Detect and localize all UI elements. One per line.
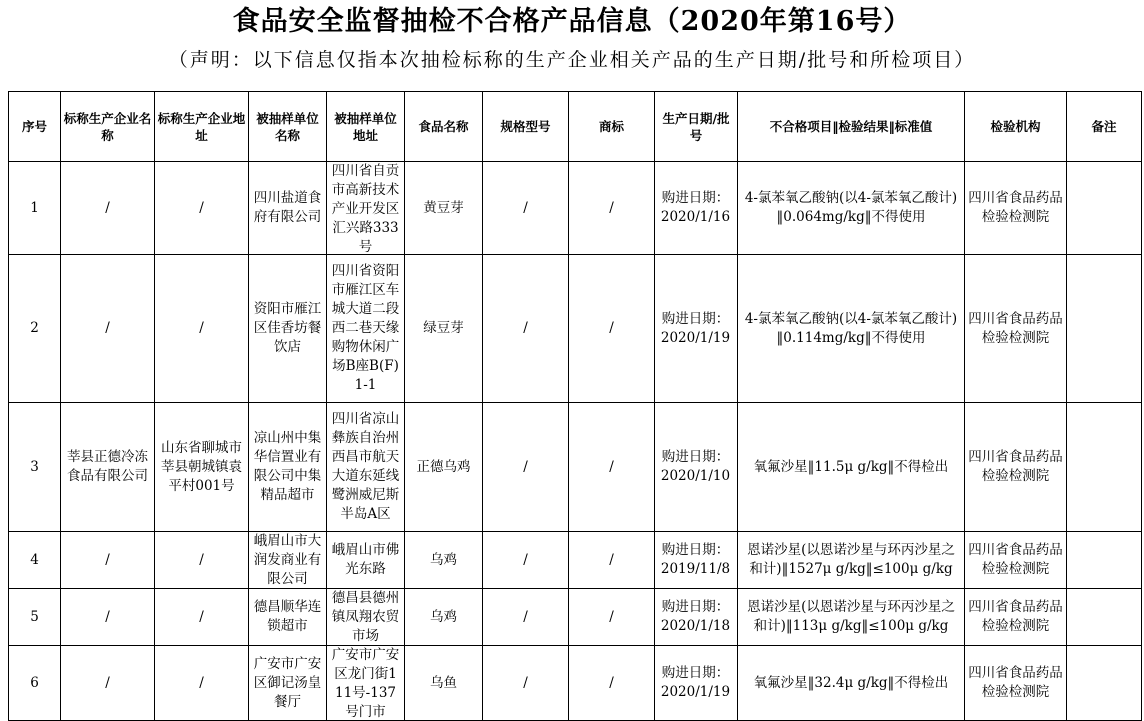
cell-note <box>1067 646 1142 721</box>
cell-sampled-unit: 四川盐道食府有限公司 <box>249 162 327 255</box>
cell-sampled-addr: 峨眉山市佛光东路 <box>327 532 405 589</box>
cell-brand: / <box>569 162 655 255</box>
cell-producer-addr: / <box>155 162 249 255</box>
cell-note <box>1067 162 1142 255</box>
cell-item: 氧氟沙星‖32.4μ g/kg‖不得检出 <box>738 646 965 721</box>
cell-date: 购进日期：2020/1/19 <box>655 255 738 403</box>
cell-sampled-unit: 峨眉山市大润发商业有限公司 <box>249 532 327 589</box>
cell-no: 2 <box>9 255 61 403</box>
cell-spec: / <box>483 646 569 721</box>
cell-producer-addr: 山东省聊城市莘县朝城镇袁平村001号 <box>155 403 249 532</box>
cell-spec: / <box>483 255 569 403</box>
header-note: 备注 <box>1067 92 1142 162</box>
cell-no: 5 <box>9 589 61 646</box>
header-brand: 商标 <box>569 92 655 162</box>
table-row <box>9 532 1142 589</box>
cell-lab: 四川省食品药品检验检测院 <box>965 162 1067 255</box>
table-row <box>9 162 1142 255</box>
cell-food: 黄豆芽 <box>405 162 483 255</box>
cell-brand: / <box>569 646 655 721</box>
cell-food: 正德乌鸡 <box>405 403 483 532</box>
cell-producer-addr: / <box>155 589 249 646</box>
cell-date: 购进日期：2020/1/10 <box>655 403 738 532</box>
cell-sampled-unit: 资阳市雁江区佳香坊餐饮店 <box>249 255 327 403</box>
cell-sampled-addr: 四川省资阳市雁江区车城大道二段西二巷天缘购物休闲广场B座B(F)1-1 <box>327 255 405 403</box>
table-header-row <box>9 92 1142 162</box>
cell-spec: / <box>483 403 569 532</box>
header-no: 序号 <box>9 92 61 162</box>
cell-no: 3 <box>9 403 61 532</box>
cell-spec: / <box>483 162 569 255</box>
table-row <box>9 589 1142 646</box>
cell-brand: / <box>569 403 655 532</box>
cell-spec: / <box>483 532 569 589</box>
cell-lab: 四川省食品药品检验检测院 <box>965 646 1067 721</box>
cell-item: 恩诺沙星(以恩诺沙星与环丙沙星之和计)‖1527μ g/kg‖≤100μ g/kg <box>738 532 965 589</box>
cell-producer-addr: / <box>155 532 249 589</box>
cell-note <box>1067 255 1142 403</box>
cell-producer-addr: / <box>155 255 249 403</box>
header-date: 生产日期/批号 <box>655 92 738 162</box>
header-producer-addr: 标称生产企业地址 <box>155 92 249 162</box>
cell-note <box>1067 589 1142 646</box>
cell-item: 氧氟沙星‖11.5μ g/kg‖不得检出 <box>738 403 965 532</box>
cell-producer: 莘县正德冷冻食品有限公司 <box>61 403 155 532</box>
cell-note <box>1067 532 1142 589</box>
cell-date: 购进日期：2020/1/18 <box>655 589 738 646</box>
table-row <box>9 255 1142 403</box>
page-title: 食品安全监督抽检不合格产品信息（2020年第16号） <box>232 6 912 37</box>
table-row <box>9 403 1142 532</box>
header-sampled-addr: 被抽样单位地址 <box>327 92 405 162</box>
header-sampled-unit: 被抽样单位名称 <box>249 92 327 162</box>
cell-sampled-addr: 德昌县德州镇凤翔农贸市场 <box>327 589 405 646</box>
cell-food: 乌鸡 <box>405 589 483 646</box>
cell-producer: / <box>61 646 155 721</box>
table-row <box>9 646 1142 721</box>
cell-sampled-unit: 广安市广安区御记汤皇餐厅 <box>249 646 327 721</box>
page-subtitle: （声明：以下信息仅指本次抽检标称的生产企业相关产品的生产日期/批号和所检项目） <box>168 49 976 71</box>
cell-no: 1 <box>9 162 61 255</box>
header-item: 不合格项目‖检验结果‖标准值 <box>738 92 965 162</box>
cell-food: 乌鸡 <box>405 532 483 589</box>
cell-brand: / <box>569 589 655 646</box>
cell-producer: / <box>61 255 155 403</box>
header-spec: 规格型号 <box>483 92 569 162</box>
cell-producer: / <box>61 162 155 255</box>
cell-item: 恩诺沙星(以恩诺沙星与环丙沙星之和计)‖113μ g/kg‖≤100μ g/kg <box>738 589 965 646</box>
cell-note <box>1067 403 1142 532</box>
header-food: 食品名称 <box>405 92 483 162</box>
cell-sampled-addr: 四川省自贡市高新技术产业开发区汇兴路333号 <box>327 162 405 255</box>
cell-food: 绿豆芽 <box>405 255 483 403</box>
cell-producer: / <box>61 532 155 589</box>
cell-lab: 四川省食品药品检验检测院 <box>965 403 1067 532</box>
cell-lab: 四川省食品药品检验检测院 <box>965 532 1067 589</box>
header-producer: 标称生产企业名称 <box>61 92 155 162</box>
cell-sampled-unit: 德昌顺华连锁超市 <box>249 589 327 646</box>
cell-date: 购进日期：2019/11/8 <box>655 532 738 589</box>
cell-producer-addr: / <box>155 646 249 721</box>
cell-sampled-addr: 四川省凉山彝族自治州西昌市航天大道东延线鹭洲威尼斯半岛A区 <box>327 403 405 532</box>
cell-date: 购进日期：2020/1/19 <box>655 646 738 721</box>
cell-producer: / <box>61 589 155 646</box>
cell-lab: 四川省食品药品检验检测院 <box>965 589 1067 646</box>
cell-food: 乌鱼 <box>405 646 483 721</box>
cell-sampled-unit: 凉山州中集华信置业有限公司中集精品超市 <box>249 403 327 532</box>
cell-lab: 四川省食品药品检验检测院 <box>965 255 1067 403</box>
cell-brand: / <box>569 255 655 403</box>
cell-item: 4-氯苯氧乙酸钠(以4-氯苯氧乙酸计)‖0.114mg/kg‖不得使用 <box>738 255 965 403</box>
cell-sampled-addr: 广安市广安区龙门街111号-137号门市 <box>327 646 405 721</box>
inspection-table <box>8 91 1142 721</box>
cell-item: 4-氯苯氧乙酸钠(以4-氯苯氧乙酸计)‖0.064mg/kg‖不得使用 <box>738 162 965 255</box>
cell-no: 6 <box>9 646 61 721</box>
header-lab: 检验机构 <box>965 92 1067 162</box>
cell-no: 4 <box>9 532 61 589</box>
cell-date: 购进日期：2020/1/16 <box>655 162 738 255</box>
cell-brand: / <box>569 532 655 589</box>
cell-spec: / <box>483 589 569 646</box>
